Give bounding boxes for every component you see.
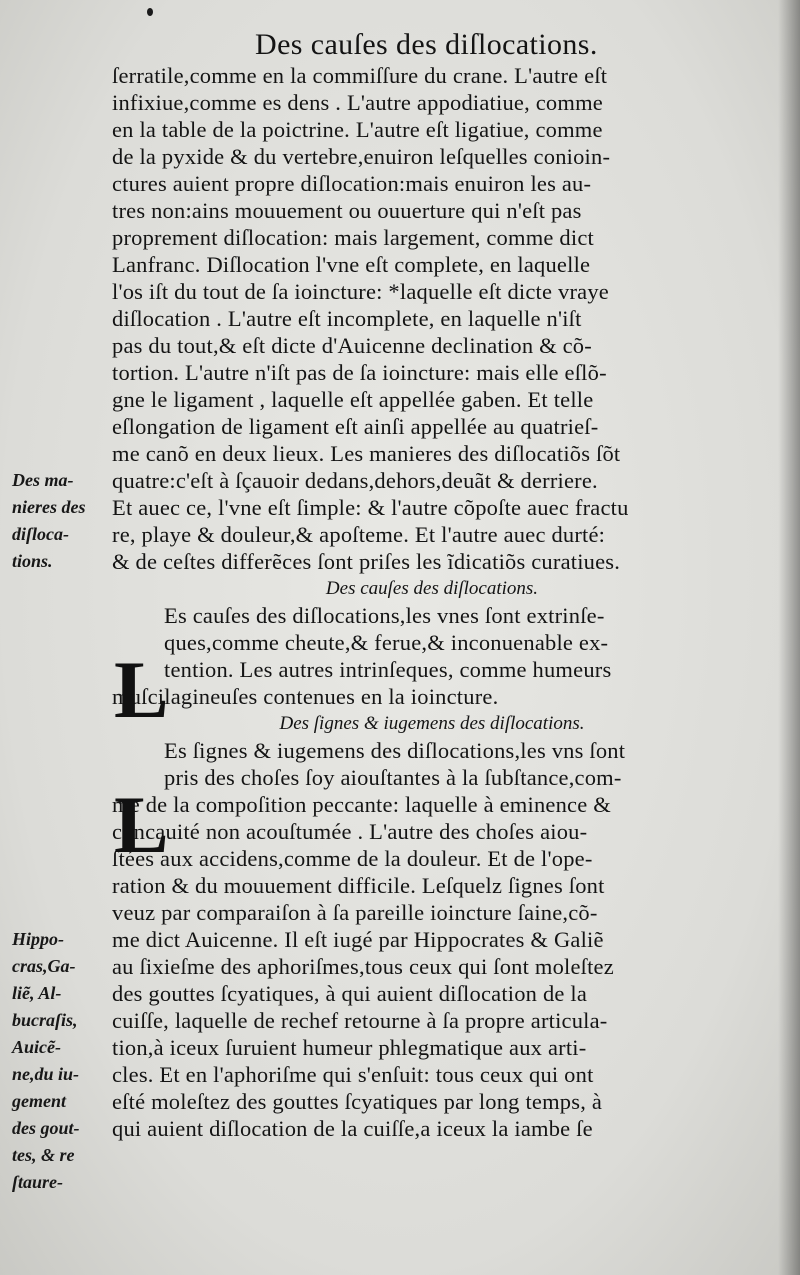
text-line: eſlongation de ligament eſt ainſi appellée au quatrieſ- <box>112 414 599 439</box>
text-line: re, playe & douleur,& apoſteme. Et l'autre auec durté: <box>112 522 606 547</box>
margin-note-line: ne,du iu- <box>12 1064 80 1084</box>
text-line: eſté moleſtez des gouttes ſcyatiques par long temps, à <box>112 1089 603 1114</box>
text-line: l'os iſt du tout de ſa ioincture: *laquelle eſt dicte vraye <box>112 279 609 304</box>
text-line: pris des choſes ſoy aiouſtantes à la ſubſtance,com- <box>164 765 622 790</box>
text-line: ctures auient propre diſlocation:mais enuiron les au- <box>112 171 592 196</box>
margin-note-line: bucraſis, <box>12 1010 78 1030</box>
text-line: tortion. L'autre n'iſt pas de ſa ioincture: mais elle eſlõ- <box>112 360 607 385</box>
margin-note-line: Hippo- <box>12 929 64 949</box>
text-line: tres non:ains mouuement ou ouuerture qui n'eſt pas <box>112 198 582 223</box>
margin-note-line: tions. <box>12 551 53 571</box>
margin-note-line: nieres des <box>12 497 86 517</box>
text-line: muſcilagineuſes contenues en la ioincture. <box>112 684 499 709</box>
text-line: me canõ en deux lieux. Les manieres des diſlocatiõs ſõt <box>112 441 621 466</box>
text-line: veuz par comparaiſon à ſa pareille ioincture ſaine,cõ- <box>112 900 598 925</box>
text-line: pas du tout,& eſt dicte d'Auicenne declination & cõ- <box>112 333 592 358</box>
text-line: diſlocation . L'autre eſt incomplete, en laquelle n'iſt <box>112 306 582 331</box>
text-line: tention. Les autres intrinſeques, comme humeurs <box>164 657 612 682</box>
text-line: en la table de la poictrine. L'autre eſt ligatiue, comme <box>112 117 603 142</box>
margin-note-line: Des ma- <box>12 470 74 490</box>
text-line: ques,comme cheute,& ferue,& inconuenable ex- <box>164 630 609 655</box>
main-text <box>112 62 752 1142</box>
text-line: quatre:c'eſt à ſçauoir dedans,dehors,deuãt & derriere. <box>112 468 598 493</box>
text-line: concauité non acouſtumée . L'autre des choſes aiou- <box>112 819 588 844</box>
text-line: me dict Auicenne. Il eſt iugé par Hippocrates & Galiẽ <box>112 927 604 952</box>
section-heading: Des cauſes des diſlocations. <box>325 578 539 599</box>
text-line: & de ceſtes differẽces ſont priſes les ĩdicatiõs curatiues. <box>112 549 621 574</box>
margin-note-line: cras,Ga- <box>12 956 76 976</box>
text-line: ſtées aux accidens,comme de la douleur. Et de l'ope- <box>112 846 593 871</box>
section-heading: Des ſignes & iugemens des diſlocations. <box>279 713 585 734</box>
margin-note-line: diſloca- <box>12 524 69 544</box>
text-line: des gouttes ſcyatiques, à qui auient diſlocation de la <box>112 981 588 1006</box>
page-edge-shadow <box>778 0 800 1275</box>
text-line: gne le ligament , laquelle eſt appellée gaben. Et telle <box>112 387 594 412</box>
text-line: cuiſſe, laquelle de rechef retourne à ſa propre articula- <box>112 1008 608 1033</box>
ink-mark <box>147 8 153 16</box>
text-line: au ſixieſme des aphoriſmes,tous ceux qui ſont moleſtez <box>112 954 614 979</box>
text-line: tion,à iceux ſuruient humeur phlegmatique aux arti- <box>112 1035 587 1060</box>
text-line: Lanfranc. Diſlocation l'vne eſt complete, en laquelle <box>112 252 591 277</box>
text-line: Es cauſes des diſlocations,les vnes ſont extrinſe- <box>164 603 605 628</box>
margin-note-line: gement <box>12 1091 66 1111</box>
text-line: cles. Et en l'aphoriſme qui s'enſuit: tous ceux qui ont <box>112 1062 594 1087</box>
margin-note-line: ſtaure- <box>12 1172 63 1192</box>
drop-cap: L <box>114 644 169 735</box>
text-line: ſerratile,comme en la commiſſure du crane. L'autre eſt <box>112 63 608 88</box>
margin-note-line: liẽ, Al- <box>12 983 62 1003</box>
margin-note-line: Auicẽ- <box>12 1037 61 1057</box>
text-line: me de la compoſition peccante: laquelle à eminence & <box>112 792 611 817</box>
margin-note <box>12 926 112 1196</box>
text-line: qui auient diſlocation de la cuiſſe,a iceux la iambe ſe <box>112 1116 593 1141</box>
margin-note <box>12 467 112 575</box>
text-line: Et auec ce, l'vne eſt ſimple: & l'autre cõpoſte auec fractu <box>112 495 629 520</box>
text-line: infixiue,comme es dens . L'autre appodiatiue, comme <box>112 90 603 115</box>
margin-note-line: tes, & re <box>12 1145 75 1165</box>
text-line: Es ſignes & iugemens des diſlocations,les vns ſont <box>164 738 626 763</box>
text-line: ration & du mouuement difficile. Leſquelz ſignes ſont <box>112 873 605 898</box>
drop-cap: L <box>114 779 169 870</box>
text-line: proprement diſlocation: mais largement, comme dict <box>112 225 594 250</box>
text-line: de la pyxide & du vertebre,enuiron leſquelles conioin- <box>112 144 611 169</box>
margin-note-line: des gout- <box>12 1118 80 1138</box>
running-header: Des cauſes des diſlocations. <box>255 28 598 61</box>
